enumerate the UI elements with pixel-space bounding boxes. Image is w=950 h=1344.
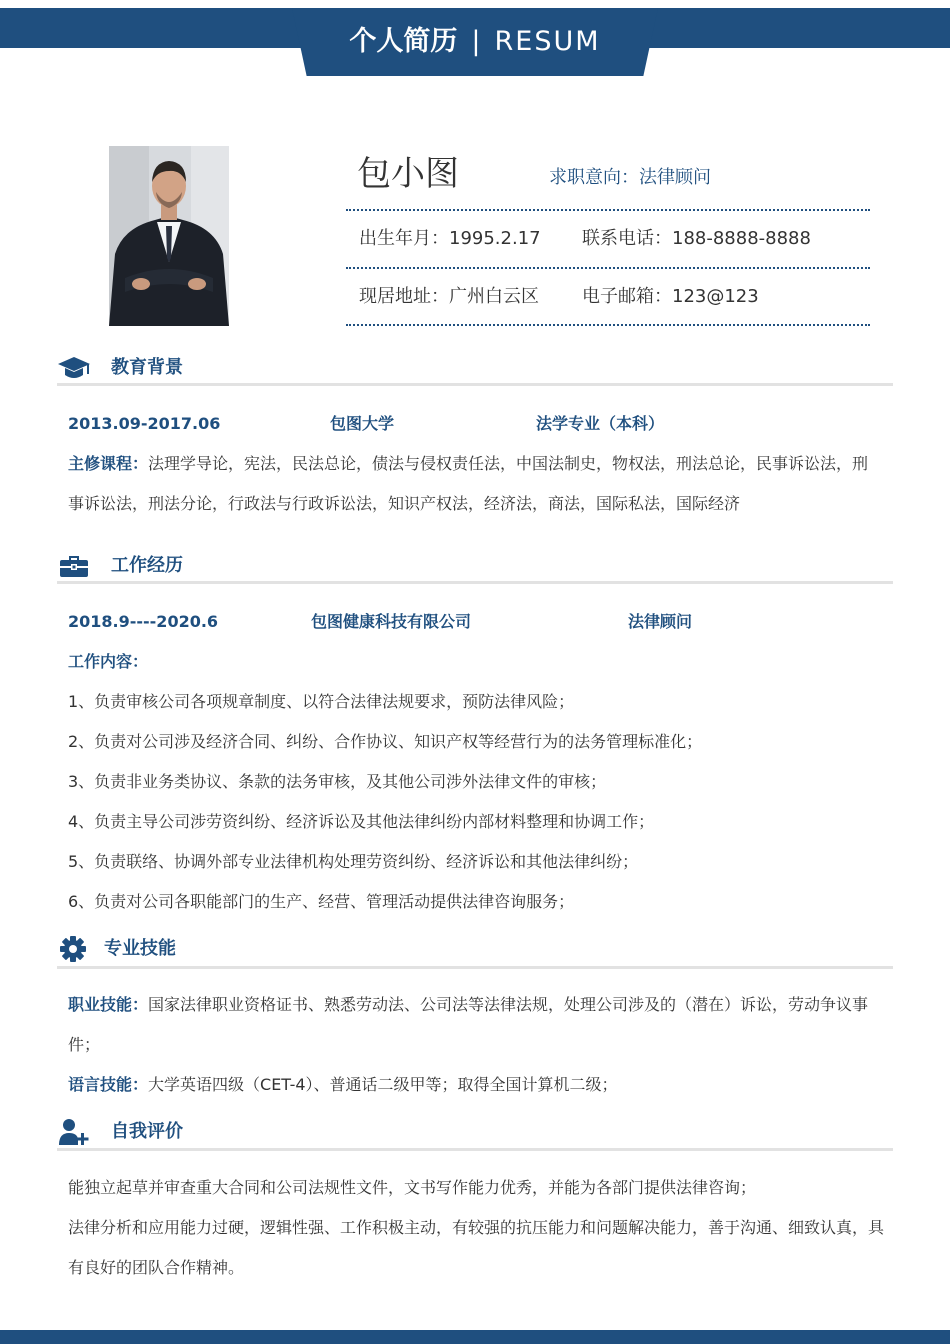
info-divider (346, 267, 870, 269)
page-title (292, 22, 658, 62)
briefcase-icon (57, 551, 91, 581)
education-school: 包图大学 (330, 414, 395, 433)
section-rule (57, 1148, 893, 1151)
info-divider (346, 209, 870, 211)
work-period: 2018.9----2020.6 (68, 612, 219, 631)
candidate-name: 包小图 (357, 154, 459, 194)
email: 电子邮箱：123@123 (582, 286, 759, 307)
courses-label: 主修课程： (68, 454, 149, 473)
section-rule (57, 581, 893, 584)
section-title-education: 教育背景 (111, 357, 183, 378)
work-position: 法律顾问 (628, 612, 693, 631)
language-skills (68, 1065, 884, 1105)
professional-skills-label: 职业技能： (68, 995, 149, 1014)
self-evaluation-text: 能独立起草并审查重大合同和公司法规性文件，文书写作能力优秀，并能为各部门提供法律咨询； (68, 1178, 757, 1197)
phone-number: 联系电话：188-8888-8888 (582, 228, 811, 249)
education-major: 法学专业（本科） (536, 414, 665, 433)
gear-icon (57, 934, 91, 964)
user-plus-icon (57, 1117, 91, 1147)
language-skills-label: 语言技能： (68, 1075, 149, 1094)
language-skills-text: 大学英语四级（CET-4）、普通话二级甲等；取得全国计算机二级； (148, 1075, 618, 1094)
education-period: 2013.09-2017.06 (68, 414, 221, 433)
section-title-self-evaluation: 自我评价 (111, 1121, 183, 1142)
courses-text: 法理学导论，宪法，民法总论，债法与侵权责任法，中国法制史，物权法，刑法总论，民事诉讼法，刑事诉讼法，刑法分论，行政法与行政诉讼法，知识产权法，经济法，商法，国际私法，国际经济 (68, 454, 869, 513)
section-rule (57, 966, 893, 969)
graduation-cap-icon (57, 353, 91, 383)
self-evaluation-text: 法律分析和应用能力过硬，逻辑性强、工作积极主动，有较强的抗压能力和问题解决能力，善于沟通、细致认真，具有良好的团队合作精神。 (68, 1218, 885, 1277)
section-title-work: 工作经历 (111, 555, 183, 576)
section-rule (57, 383, 893, 386)
job-intent: 求职意向：法律顾问 (549, 167, 711, 188)
duty-item: 4、负责主导公司涉劳资纠纷、经济诉讼及其他法律纠纷内部材料整理和协调工作； (68, 812, 655, 831)
duty-item: 6、负责对公司各职能部门的生产、经营、管理活动提供法律咨询服务； (68, 892, 575, 911)
info-divider (346, 324, 870, 326)
footer-bar (0, 1330, 950, 1344)
work-content-label: 工作内容： (68, 652, 149, 671)
title-separator: | (471, 26, 481, 57)
professional-skills-text: 国家法律职业资格证书、熟悉劳动法、公司法等法律法规，处理公司涉及的（潜在）诉讼，劳动争议事件； (68, 995, 869, 1054)
work-company: 包图健康科技有限公司 (311, 612, 472, 631)
duty-item: 1、负责审核公司各项规章制度、以符合法律法规要求，预防法律风险； (68, 692, 575, 711)
title-en: RESUM (494, 26, 601, 57)
duty-item: 3、负责非业务类协议、条款的法务审核，及其他公司涉外法律文件的审核； (68, 772, 607, 791)
professional-skills (68, 985, 884, 1065)
section-title-skills: 专业技能 (104, 938, 176, 959)
title-cn: 个人简历 (349, 26, 458, 57)
courses-paragraph (68, 444, 884, 524)
duty-item: 5、负责联络、协调外部专业法律机构处理劳资纠纷、经济诉讼和其他法律纠纷； (68, 852, 639, 871)
address: 现居地址：广州白云区 (359, 286, 539, 307)
duty-item: 2、负责对公司涉及经济合同、纠纷、合作协议、知识产权等经营行为的法务管理标准化； (68, 732, 703, 751)
birth-date: 出生年月：1995.2.17 (359, 228, 541, 249)
profile-photo (109, 146, 229, 326)
avatar (109, 146, 229, 326)
